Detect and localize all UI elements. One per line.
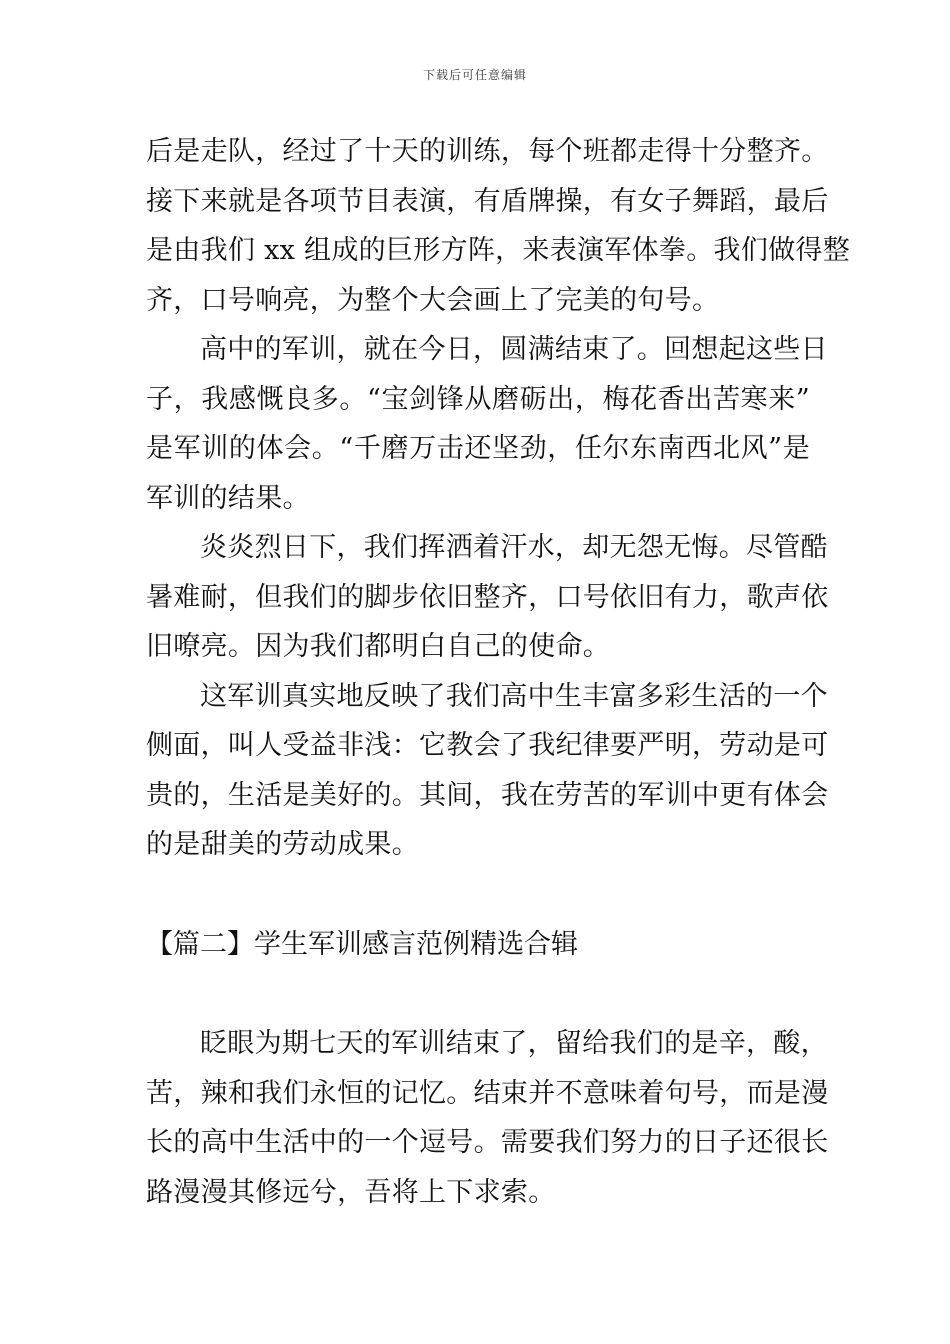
- paragraph: [146, 325, 828, 523]
- text-line: 眨眼为期七天的军训结束了，留给我们的是辛，酸，: [200, 1028, 828, 1059]
- paragraph: [146, 1019, 829, 1217]
- text-line: 旧嘹亮。因为我们都明白自己的使命。: [146, 631, 611, 662]
- header-note: 下载后可任意编辑: [422, 68, 527, 82]
- section-heading: 【篇二】学生军训感言范例精选合辑: [146, 928, 578, 960]
- paragraph: [146, 672, 829, 870]
- document-body: [146, 127, 851, 1217]
- text-line: 高中的军训，就在今日，圆满结束了。回想起这些日: [200, 334, 828, 365]
- paragraph: [146, 523, 829, 672]
- text-line: 暑难耐，但我们的脚步依旧整齐，口号依旧有力，歌声依: [146, 581, 829, 613]
- text-line: 是由我们 xx 组成的巨形方阵，来表演军体拳。我们做得整: [146, 235, 851, 266]
- text-line: 齐，口号响亮，为整个大会画上了完美的句号。: [146, 284, 720, 316]
- text-line: 苦，辣和我们永恒的记忆。结束并不意味着句号，而是漫: [146, 1077, 829, 1109]
- text-line: 路漫漫其修远兮，吾将上下求索。: [146, 1176, 556, 1208]
- paragraph: [146, 127, 851, 325]
- text-line: 的是甜美的劳动成果。: [146, 829, 419, 860]
- text-line: 这军训真实地反映了我们高中生丰富多彩生活的一个: [200, 680, 828, 712]
- text-line: 侧面，叫人受益非浅：它教会了我纪律要严明，劳动是可: [146, 730, 829, 761]
- text-line: 后是走队，经过了十天的训练，每个班都走得十分整齐。: [146, 136, 829, 167]
- text-line: 子，我感慨良多。“宝剑锋从磨砺出，梅花香出苦寒来”: [146, 383, 810, 415]
- text-line: 贵的，生活是美好的。其间，我在劳苦的军训中更有体会: [146, 779, 829, 811]
- text-line: 长的高中生活中的一个逗号。需要我们努力的日子还很长: [146, 1127, 829, 1158]
- text-line: 军训的结果。: [146, 482, 310, 514]
- text-line: 炎炎烈日下，我们挥洒着汗水，却无怨无悔。尽管酷: [200, 532, 828, 563]
- text-line: 接下来就是各项节目表演，有盾牌操，有女子舞蹈，最后: [146, 185, 829, 217]
- text-line: 是军训的体会。“千磨万击还坚劲，任尔东南西北风”是: [146, 433, 810, 464]
